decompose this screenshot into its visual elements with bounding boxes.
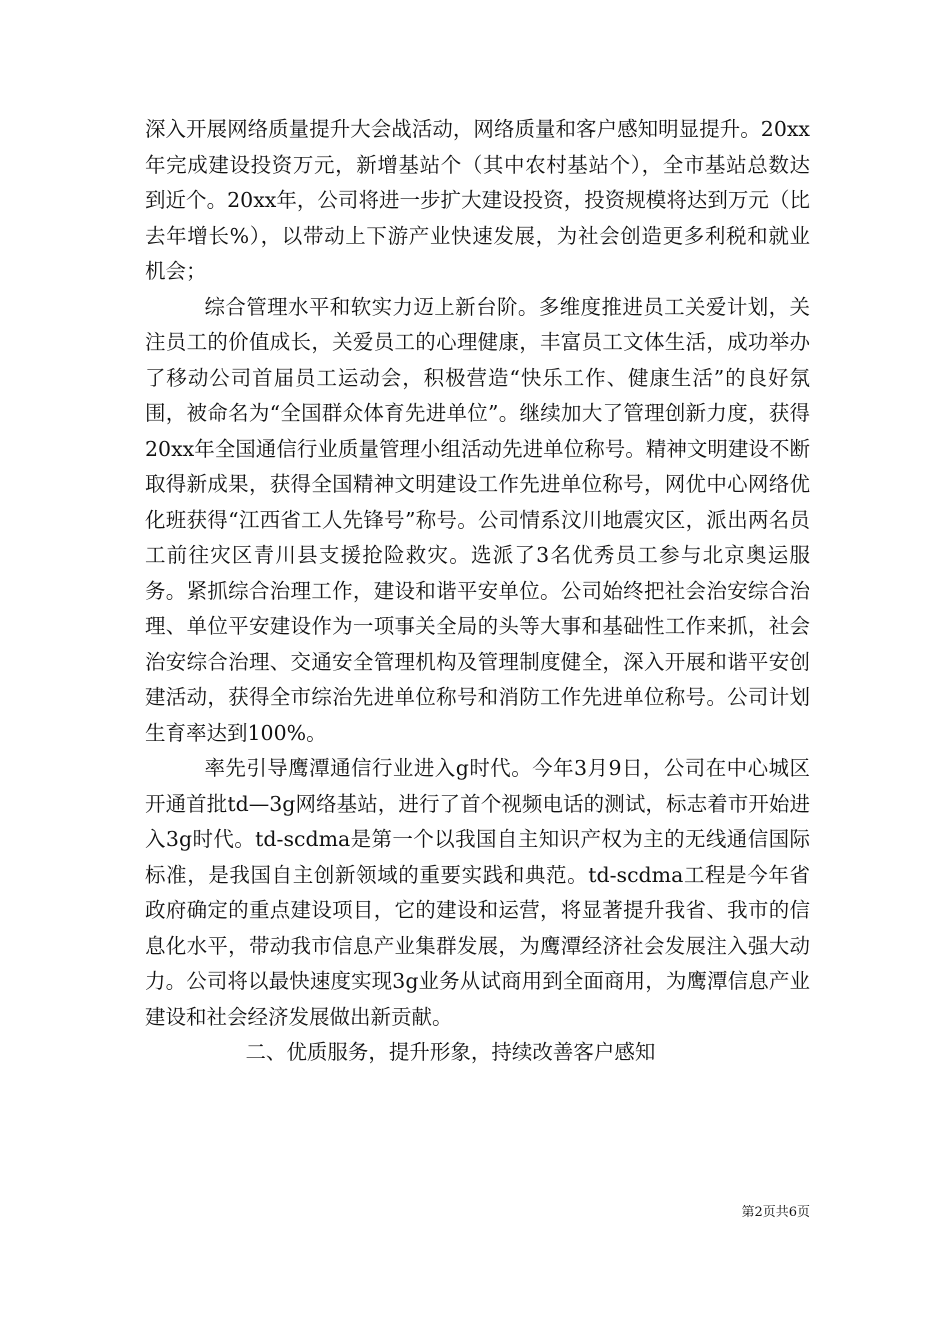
page-number: 第2页共6页 xyxy=(741,1205,810,1220)
section-heading: 二、优质服务，提升形象，持续改善客户感知 xyxy=(245,1040,656,1064)
paragraph-management: 综合管理水平和软实力迈上新台阶。多维度推进员工关爱计划，关注员工的价值成长，关爱员工的心理健康，丰富员工文体生活，成功举办了移动公司首届员工运动会，积极营造“快乐工作、健康生活”的良好氛围，被命名为“全国群众体育先进单位”。继续加大了管理创新力度，获得20xx年全国通信行业质量管理小组活动先进单位称号。精神文明建设不断取得新成果，获得全国精神文明建设工作先进单位称号，网优中心网络优化班获得“江西省工人先锋号”称号。公司情系汶川地震灾区，派出两名员工前往灾区青川县支援抢险救灾。选派了3名优秀员工参与北京奥运服务。紧抓综合治理工作，建设和谐平安单位。公司始终把社会治安综合治理、单位平安建设作为一项事关全局的头等大事和基础性工作来抓，社会治安综合治理、交通安全管理机构及管理制度健全，深入开展和谐平安创建活动，获得全市综治先进单位称号和消防工作先进单位称号。公司计划生育率达到100%。 xyxy=(145,294,810,745)
paragraph-network-investment: 深入开展网络质量提升大会战活动，网络质量和客户感知明显提升。20xx年完成建设投资万元，新增基站个（其中农村基站个），全市基站总数达到近个。20xx年，公司将进一步扩大建设投资，投资规模将达到万元（比去年增长%），以带动上下游产业快速发展，为社会创造更多利税和就业机会； xyxy=(145,117,810,283)
paragraph-3g-era: 率先引导鹰潭通信行业进入g时代。今年3月9日，公司在中心城区开通首批td—3g网络基站，进行了首个视频电话的测试，标志着市开始进入3g时代。td-scdma是第一个以我国自主知识产权为主的无线通信国际标准，是我国自主创新领域的重要实践和典范。td-scdma工程是今年省政府确定的重点建设项目，它的建设和运营，将显著提升我省、我市的信息化水平，带动我市信息产业集群发展，为鹰潭经济社会发展注入强大动力。公司将以最快速度实现3g业务从试商用到全面商用，为鹰潭信息产业建设和社会经济发展做出新贡献。 xyxy=(145,756,810,1029)
body-text xyxy=(145,112,810,1071)
